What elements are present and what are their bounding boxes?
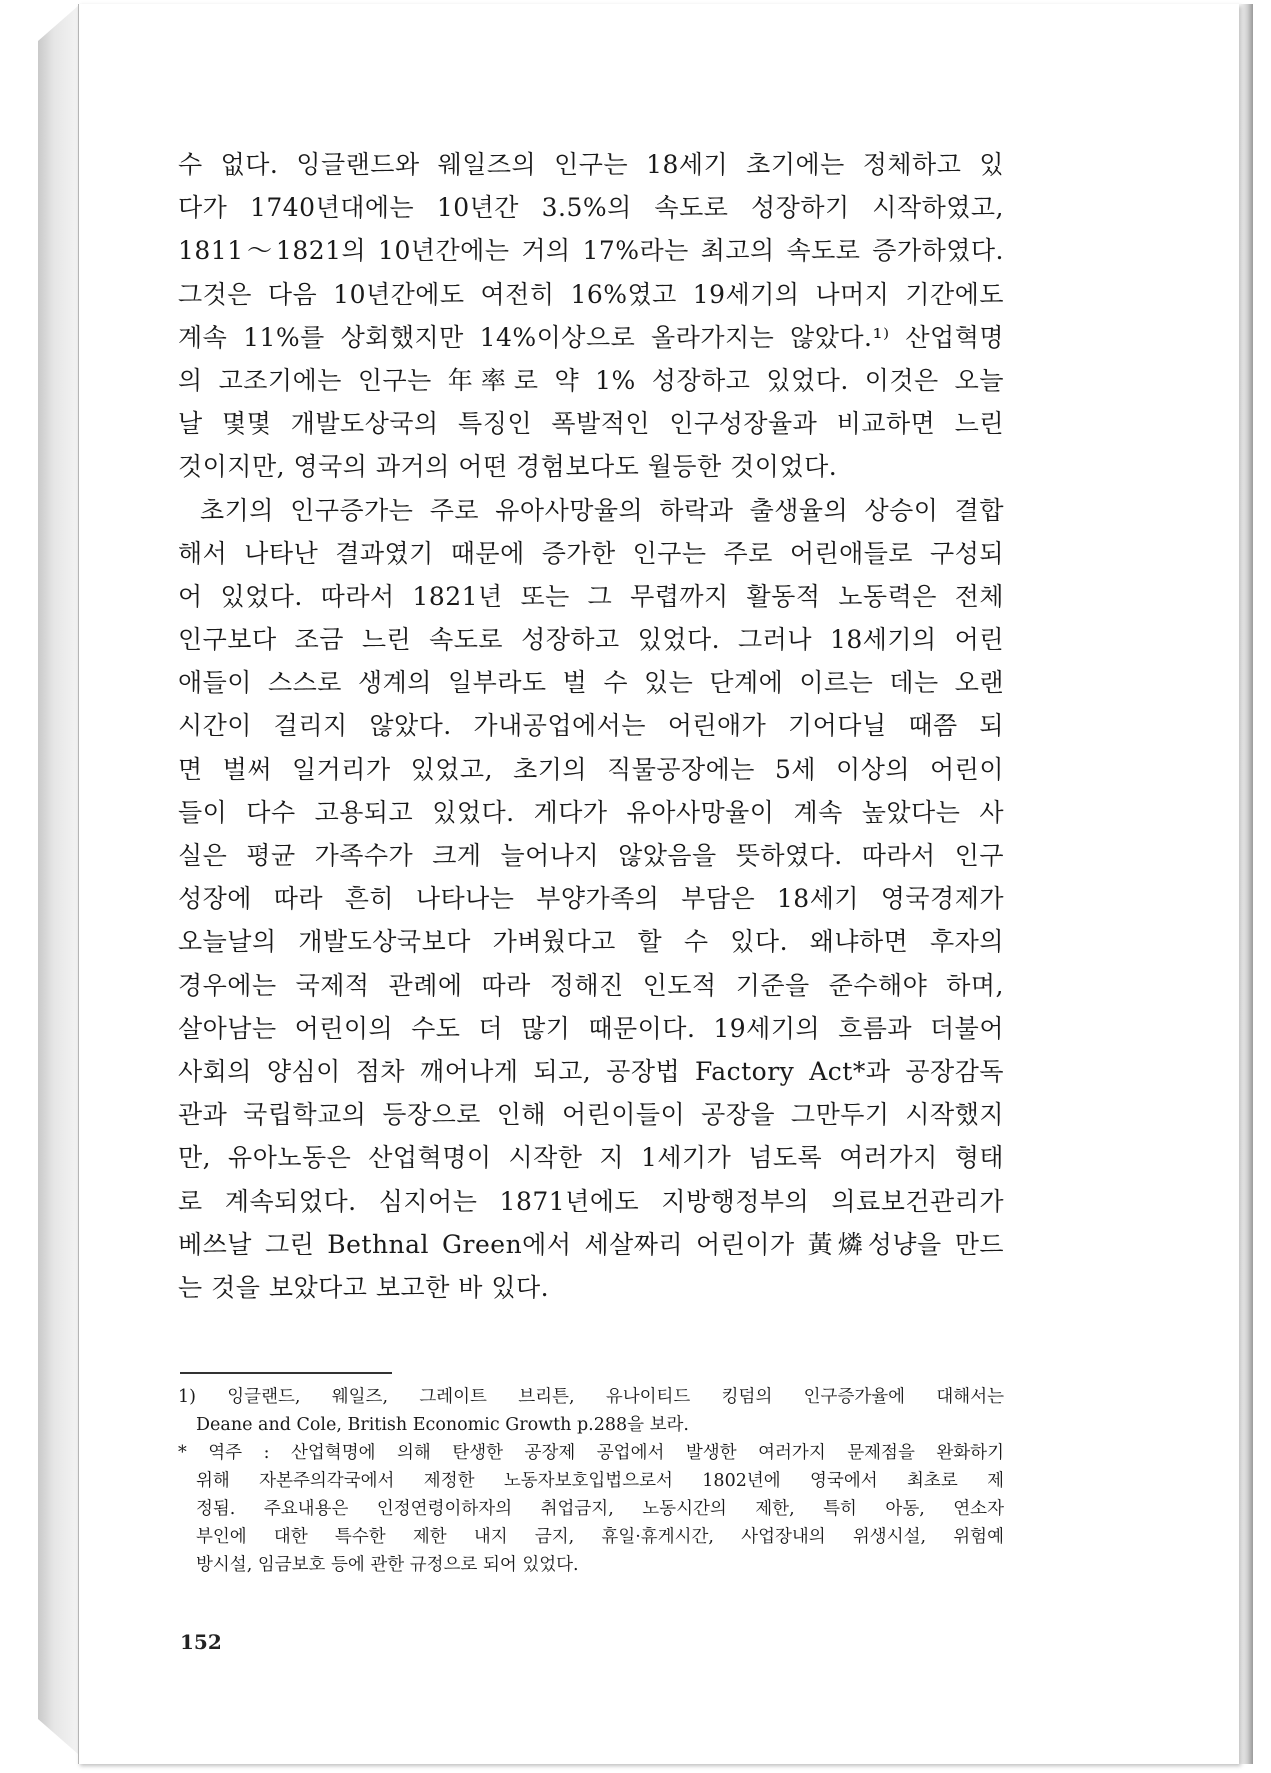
body-line: 계속 11%를 상회했지만 14%이상으로 올라가지는 않았다.¹⁾ 산업혁명 xyxy=(178,322,1004,352)
body-line: 들이 다수 고용되고 있었다. 게다가 유아사망율이 계속 높았다는 사 xyxy=(178,797,1004,827)
footnote-line: 방시설, 임금보호 등에 관한 규정으로 되어 있었다. xyxy=(196,1555,579,1575)
page-edge-left xyxy=(38,6,78,1754)
body-line: 날 몇몇 개발도상국의 특징인 폭발적인 인구성장율과 비교하면 느린 xyxy=(178,409,1004,439)
body-line: 관과 국립학교의 등장으로 인해 어린이들이 공장을 그만두기 시작했지 xyxy=(178,1100,1004,1130)
footnote-line: * 역주 : 산업혁명에 의해 탄생한 공장제 공업에서 발생한 여러가지 문제점을 완화하기 xyxy=(178,1443,1004,1463)
body-text xyxy=(178,143,1004,1309)
body-line: 그것은 다음 10년간에도 여전히 16%였고 19세기의 나머지 기간에도 xyxy=(178,279,1004,309)
footnotes xyxy=(178,1383,1004,1579)
footnote-line: 1) 잉글랜드, 웨일즈, 그레이트 브리튼, 유나이티드 킹덤의 인구증가율에 대해서는 xyxy=(178,1387,1004,1407)
body-line: 사회의 양심이 점차 깨어나게 되고, 공장법 Factory Act*과 공장감독 xyxy=(178,1056,1004,1086)
body-line: 는 것을 보았다고 보고한 바 있다. xyxy=(178,1272,550,1302)
body-line: 다가 1740년대에는 10년간 3.5%의 속도로 성장하기 시작하였고, xyxy=(178,193,1004,223)
body-line: 인구보다 조금 느린 속도로 성장하고 있었다. 그러나 18세기의 어린 xyxy=(178,625,1004,655)
footnote-line: 위해 자본주의각국에서 제정한 노동자보호입법으로서 1802년에 영국에서 최초로 제 xyxy=(196,1471,1004,1491)
body-line: 살아남는 어린이의 수도 더 많기 때문이다. 19세기의 흐름과 더불어 xyxy=(178,1013,1004,1043)
body-line: 성장에 따라 흔히 나타나는 부양가족의 부담은 18세기 영국경제가 xyxy=(178,884,1004,914)
footnote-line: Deane and Cole, British Economic Growth p.288을 보라. xyxy=(196,1415,689,1435)
body-line: 시간이 걸리지 않았다. 가내공업에서는 어린애가 기어다닐 때쯤 되 xyxy=(178,711,1004,741)
body-line: 경우에는 국제적 관례에 따라 정해진 인도적 기준을 준수해야 하며, xyxy=(178,970,1004,1000)
body-line: 1811～1821의 10년간에는 거의 17%라는 최고의 속도로 증가하였다. xyxy=(178,236,1004,266)
footnote-divider xyxy=(180,1372,392,1374)
page-edge-right xyxy=(1239,4,1253,1764)
footnote-line: 정됨. 주요내용은 인정연령이하자의 취업금지, 노동시간의 제한, 특히 아동, 연소자 xyxy=(196,1499,1004,1519)
body-line: 해서 나타난 결과였기 때문에 증가한 인구는 주로 어린애들로 구성되 xyxy=(178,538,1004,568)
body-line: 만, 유아노동은 산업혁명이 시작한 지 1세기가 넘도록 여러가지 형태 xyxy=(178,1143,1004,1173)
body-line: 초기의 인구증가는 주로 유아사망율의 하락과 출생율의 상승이 결합 xyxy=(200,495,1004,525)
body-line: 어 있었다. 따라서 1821년 또는 그 무렵까지 활동적 노동력은 전체 xyxy=(178,581,1004,611)
body-line: 의 고조기에는 인구는 年率로 약 1% 성장하고 있었다. 이것은 오늘 xyxy=(178,365,1004,395)
body-line: 것이지만, 영국의 과거의 어떤 경험보다도 월등한 것이었다. xyxy=(178,452,838,482)
body-line: 베쓰날 그린 Bethnal Green에서 세살짜리 어린이가 黃燐성냥을 만드 xyxy=(178,1229,1004,1259)
body-line: 오늘날의 개발도상국보다 가벼웠다고 할 수 있다. 왜냐하면 후자의 xyxy=(178,927,1004,957)
body-line: 로 계속되었다. 심지어는 1871년에도 지방행정부의 의료보건관리가 xyxy=(178,1186,1004,1216)
page-number: 152 xyxy=(180,1630,222,1654)
body-line: 애들이 스스로 생계의 일부라도 벌 수 있는 단계에 이르는 데는 오랜 xyxy=(178,668,1004,698)
body-line: 실은 평균 가족수가 크게 늘어나지 않았음을 뜻하였다. 따라서 인구 xyxy=(178,841,1004,870)
footnote-line: 부인에 대한 특수한 제한 내지 금지, 휴일·휴게시간, 사업장내의 위생시설, 위험예 xyxy=(196,1527,1004,1547)
body-line: 수 없다. 잉글랜드와 웨일즈의 인구는 18세기 초기에는 정체하고 있 xyxy=(178,150,1004,179)
body-line: 면 벌써 일거리가 있었고, 초기의 직물공장에는 5세 이상의 어린이 xyxy=(178,754,1004,784)
